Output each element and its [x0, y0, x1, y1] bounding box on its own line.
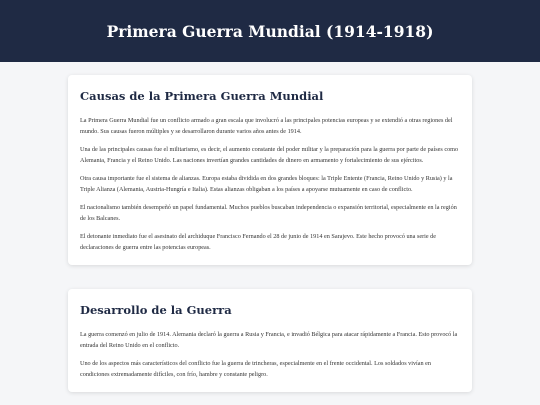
page-header [0, 0, 540, 62]
section-title: Desarrollo de la Guerra [80, 303, 232, 317]
main-content [0, 62, 540, 392]
section-development [68, 289, 472, 392]
paragraph: El detonante inmediato fue el asesinato del archiduque Francisco Fernando el 28 de junio de 1914 en Sarajevo. Este hecho provocó una serie de declaraciones de guerra entre las potencias europeas. [80, 233, 437, 251]
paragraph: Una de las principales causas fue el militarismo, es decir, el aumento constante del poder militar y la preparación para la guerra por parte de países como Alemania, Francia y el Reino Unido. Las naciones invertían grandes cantidades de dinero en armamento y fortalecimiento de sus ejércitos. [80, 146, 459, 164]
section-causes [68, 75, 472, 265]
paragraph: La guerra comenzó en julio de 1914. Alemania declaró la guerra a Rusia y Francia, e invadió Bélgica para atacar rápidamente a Francia. Esto provocó la entrada del Reino Unido en el conflicto. [80, 331, 458, 349]
paragraph: Uno de los aspectos más característicos del conflicto fue la guerra de trincheras, especialmente en el frente occidental. Los soldados vivían en condiciones extremadamente difíciles, con frío, hambre y constante peligro. [80, 360, 432, 378]
paragraph: El nacionalismo también desempeñó un papel fundamental. Muchos pueblos buscaban independencia o expansión territorial, especialmente en la región de los Balcanes. [80, 204, 457, 222]
page-title: Primera Guerra Mundial (1914-1918) [106, 21, 434, 41]
section-title: Causas de la Primera Guerra Mundial [80, 89, 324, 103]
paragraph: La Primera Guerra Mundial fue un conflicto armado a gran escala que involucró a las principales potencias europeas y se extendió a otras regiones del mundo. Sus causas fueron múltiples y se desarrollaron durante varios años antes de 1914. [80, 117, 453, 135]
paragraph: Otra causa importante fue el sistema de alianzas. Europa estaba dividida en dos grandes bloques: la Triple Entente (Francia, Reino Unido y Rusia) y la Triple Alianza (Alemania, Austria-Hungría e Italia). Estas alianzas obligaban a los países a apoyarse mutuamente en caso de conflicto. [80, 175, 453, 193]
